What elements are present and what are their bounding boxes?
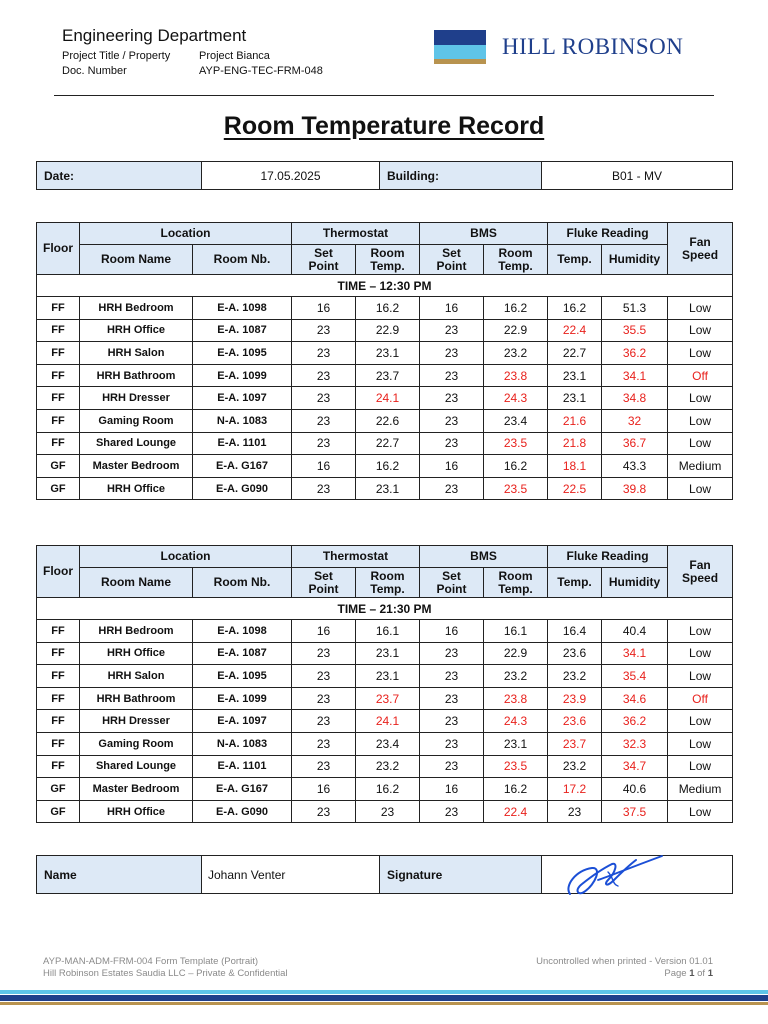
bms-set-point-header bbox=[420, 568, 484, 598]
room-name-header: Room Name bbox=[80, 245, 193, 275]
bms-room-temp-cell: 23.5 bbox=[484, 432, 548, 455]
room-nb-cell: E-A. 1087 bbox=[193, 642, 292, 665]
date-label: Date: bbox=[37, 162, 202, 190]
handwritten-signature bbox=[562, 850, 672, 904]
page-title: Room Temperature Record bbox=[223, 112, 545, 140]
floor-cell: FF bbox=[37, 687, 80, 710]
room-name-cell: HRH Bathroom bbox=[80, 364, 193, 387]
fan-speed-cell: Low bbox=[668, 477, 733, 500]
fluke-temp-cell: 23.1 bbox=[548, 364, 602, 387]
room-name-cell: Gaming Room bbox=[80, 409, 193, 432]
thermostat-room-temp-cell: 23.7 bbox=[356, 364, 420, 387]
bms-set-point-cell: 16 bbox=[420, 620, 484, 643]
thermostat-set-point-cell: 23 bbox=[292, 710, 356, 733]
room-temp-line2: Temp. bbox=[498, 581, 533, 596]
fluke-temp-cell: 23.2 bbox=[548, 755, 602, 778]
room-nb-cell: E-A. 1097 bbox=[193, 387, 292, 410]
bms-room-temp-cell: 23.8 bbox=[484, 364, 548, 387]
room-name-cell: HRH Salon bbox=[80, 665, 193, 688]
room-name-cell: Master Bedroom bbox=[80, 455, 193, 478]
thermostat-set-point-cell: 23 bbox=[292, 409, 356, 432]
table-row bbox=[37, 477, 733, 500]
thermostat-room-temp-cell: 23.4 bbox=[356, 732, 420, 755]
info-table bbox=[36, 161, 733, 190]
room-name-cell: HRH Bathroom bbox=[80, 687, 193, 710]
fan-speed-cell: Low bbox=[668, 342, 733, 365]
page-of: of bbox=[697, 968, 706, 979]
fan-speed-header-line2: Speed bbox=[682, 247, 719, 262]
project-row bbox=[62, 49, 323, 64]
room-nb-cell: E-A. 1097 bbox=[193, 710, 292, 733]
thermostat-set-point-cell: 23 bbox=[292, 364, 356, 387]
room-nb-cell: E-A. 1099 bbox=[193, 364, 292, 387]
thermostat-room-temp-cell: 16.2 bbox=[356, 778, 420, 801]
table-row bbox=[37, 800, 733, 823]
fluke-temp-cell: 22.5 bbox=[548, 477, 602, 500]
thermostat-set-point-cell: 16 bbox=[292, 455, 356, 478]
bms-set-point-cell: 23 bbox=[420, 432, 484, 455]
floor-cell: FF bbox=[37, 755, 80, 778]
room-name-cell: HRH Office bbox=[80, 319, 193, 342]
thermostat-set-point-header bbox=[292, 245, 356, 275]
fan-speed-cell: Low bbox=[668, 387, 733, 410]
fluke-temp-cell: 23.6 bbox=[548, 642, 602, 665]
thermostat-set-point-cell: 16 bbox=[292, 620, 356, 643]
fluke-humidity-cell: 34.8 bbox=[602, 387, 668, 410]
bms-set-point-cell: 23 bbox=[420, 665, 484, 688]
bms-room-temp-cell: 16.2 bbox=[484, 778, 548, 801]
thermostat-room-temp-cell: 23.1 bbox=[356, 642, 420, 665]
thermostat-room-temp-cell: 22.7 bbox=[356, 432, 420, 455]
floor-cell: FF bbox=[37, 710, 80, 733]
set-point-line1: Set bbox=[442, 245, 461, 260]
bms-room-temp-header bbox=[484, 245, 548, 275]
fluke-humidity-cell: 40.4 bbox=[602, 620, 668, 643]
floor-cell: FF bbox=[37, 387, 80, 410]
table-row bbox=[37, 755, 733, 778]
footer-band-sky bbox=[0, 990, 768, 994]
fan-speed-cell: Low bbox=[668, 665, 733, 688]
fan-speed-cell: Low bbox=[668, 710, 733, 733]
bms-room-temp-cell: 24.3 bbox=[484, 387, 548, 410]
table-row bbox=[37, 642, 733, 665]
bms-room-temp-cell: 23.2 bbox=[484, 342, 548, 365]
fluke-temp-cell: 21.8 bbox=[548, 432, 602, 455]
room-name-cell: HRH Office bbox=[80, 477, 193, 500]
bms-set-point-cell: 23 bbox=[420, 800, 484, 823]
room-name-cell: HRH Office bbox=[80, 642, 193, 665]
room-temp-line1: Room bbox=[370, 245, 405, 260]
page-total: 1 bbox=[707, 968, 713, 979]
room-name-cell: HRH Bedroom bbox=[80, 297, 193, 320]
thermostat-set-point-cell: 23 bbox=[292, 687, 356, 710]
fluke-temp-cell: 22.7 bbox=[548, 342, 602, 365]
fan-speed-header bbox=[668, 546, 733, 598]
fluke-header: Fluke Reading bbox=[548, 546, 668, 568]
room-nb-cell: E-A. G167 bbox=[193, 455, 292, 478]
fluke-temp-cell: 16.2 bbox=[548, 297, 602, 320]
room-nb-cell: E-A. G090 bbox=[193, 477, 292, 500]
record-body bbox=[37, 598, 733, 823]
thermostat-set-point-cell: 23 bbox=[292, 387, 356, 410]
room-nb-cell: E-A. 1087 bbox=[193, 319, 292, 342]
fan-speed-cell: Low bbox=[668, 319, 733, 342]
fluke-humidity-cell: 34.1 bbox=[602, 364, 668, 387]
thermostat-room-temp-cell: 16.1 bbox=[356, 620, 420, 643]
fluke-temp-cell: 21.6 bbox=[548, 409, 602, 432]
company-logo bbox=[434, 30, 724, 66]
record-table-evening bbox=[36, 545, 733, 823]
page-number: 1 bbox=[689, 968, 695, 979]
table-row bbox=[37, 620, 733, 643]
room-name-cell: HRH Office bbox=[80, 800, 193, 823]
room-name-cell: HRH Dresser bbox=[80, 710, 193, 733]
fluke-temp-cell: 17.2 bbox=[548, 778, 602, 801]
fan-speed-header bbox=[668, 223, 733, 275]
fluke-humidity-cell: 36.7 bbox=[602, 432, 668, 455]
thermostat-set-point-cell: 23 bbox=[292, 477, 356, 500]
room-nb-cell: E-A. G167 bbox=[193, 778, 292, 801]
room-nb-cell: E-A. 1099 bbox=[193, 687, 292, 710]
room-nb-cell: E-A. 1095 bbox=[193, 665, 292, 688]
bms-set-point-cell: 23 bbox=[420, 710, 484, 733]
fan-speed-cell: Low bbox=[668, 732, 733, 755]
footer-right bbox=[536, 956, 713, 980]
fluke-humidity-cell: 39.8 bbox=[602, 477, 668, 500]
thermostat-set-point-cell: 23 bbox=[292, 642, 356, 665]
thermostat-room-temp-cell: 24.1 bbox=[356, 387, 420, 410]
room-temp-line2: Temp. bbox=[370, 258, 405, 273]
fluke-humidity-cell: 34.7 bbox=[602, 755, 668, 778]
bms-header: BMS bbox=[420, 223, 548, 245]
record-body bbox=[37, 275, 733, 500]
footer-control-note: Uncontrolled when printed - Version 01.01 bbox=[536, 956, 713, 967]
footer-company: Hill Robinson Estates Saudia LLC – Private & Confidential bbox=[43, 968, 288, 979]
fluke-temp-cell: 23.7 bbox=[548, 732, 602, 755]
room-nb-cell: N-A. 1083 bbox=[193, 732, 292, 755]
fluke-temp-cell: 23 bbox=[548, 800, 602, 823]
fluke-humidity-cell: 43.3 bbox=[602, 455, 668, 478]
room-nb-header: Room Nb. bbox=[193, 245, 292, 275]
room-temp-line2: Temp. bbox=[370, 581, 405, 596]
bms-set-point-cell: 16 bbox=[420, 455, 484, 478]
department-name: Engineering Department bbox=[62, 26, 247, 45]
date-value[interactable]: 17.05.2025 bbox=[202, 162, 380, 190]
fluke-temp-cell: 22.4 bbox=[548, 319, 602, 342]
thermostat-room-temp-cell: 23 bbox=[356, 800, 420, 823]
page-indicator bbox=[536, 968, 713, 980]
thermostat-room-temp-cell: 24.1 bbox=[356, 710, 420, 733]
set-point-line2: Point bbox=[436, 581, 467, 596]
fan-speed-cell: Off bbox=[668, 364, 733, 387]
thermostat-room-temp-cell: 16.2 bbox=[356, 297, 420, 320]
room-name-cell: Shared Lounge bbox=[80, 432, 193, 455]
thermostat-set-point-cell: 23 bbox=[292, 432, 356, 455]
floor-cell: FF bbox=[37, 642, 80, 665]
room-nb-cell: E-A. 1101 bbox=[193, 755, 292, 778]
bms-room-temp-cell: 23.8 bbox=[484, 687, 548, 710]
bms-room-temp-cell: 22.9 bbox=[484, 319, 548, 342]
fan-speed-header-line1: Fan bbox=[689, 557, 711, 572]
thermostat-room-temp-cell: 22.9 bbox=[356, 319, 420, 342]
room-nb-cell: E-A. G090 bbox=[193, 800, 292, 823]
bms-room-temp-cell: 23.4 bbox=[484, 409, 548, 432]
thermostat-set-point-header bbox=[292, 568, 356, 598]
thermostat-room-temp-cell: 22.6 bbox=[356, 409, 420, 432]
bms-room-temp-cell: 22.4 bbox=[484, 800, 548, 823]
record-table-midday bbox=[36, 222, 733, 500]
bms-room-temp-cell: 23.2 bbox=[484, 665, 548, 688]
floor-cell: FF bbox=[37, 364, 80, 387]
bms-set-point-cell: 16 bbox=[420, 778, 484, 801]
fluke-temp-cell: 23.9 bbox=[548, 687, 602, 710]
set-point-line2: Point bbox=[436, 258, 467, 273]
bms-header: BMS bbox=[420, 546, 548, 568]
footer-band-gold bbox=[0, 1002, 768, 1005]
bms-set-point-cell: 23 bbox=[420, 342, 484, 365]
table-row bbox=[37, 665, 733, 688]
room-temp-line1: Room bbox=[370, 568, 405, 583]
set-point-line2: Point bbox=[308, 581, 339, 596]
bms-room-temp-cell: 16.1 bbox=[484, 620, 548, 643]
room-name-cell: HRH Bedroom bbox=[80, 620, 193, 643]
thermostat-room-temp-cell: 23.2 bbox=[356, 755, 420, 778]
signature-label: Signature bbox=[380, 856, 542, 894]
floor-cell: FF bbox=[37, 432, 80, 455]
thermostat-room-temp-header bbox=[356, 245, 420, 275]
bms-set-point-cell: 23 bbox=[420, 409, 484, 432]
fluke-humidity-cell: 35.4 bbox=[602, 665, 668, 688]
bms-room-temp-header bbox=[484, 568, 548, 598]
bms-set-point-cell: 23 bbox=[420, 477, 484, 500]
room-nb-cell: E-A. 1098 bbox=[193, 297, 292, 320]
thermostat-set-point-cell: 23 bbox=[292, 319, 356, 342]
floor-cell: GF bbox=[37, 477, 80, 500]
fluke-humidity-cell: 32 bbox=[602, 409, 668, 432]
table-row bbox=[37, 319, 733, 342]
floor-cell: GF bbox=[37, 455, 80, 478]
floor-header: Floor bbox=[37, 546, 80, 598]
fan-speed-cell: Low bbox=[668, 432, 733, 455]
fluke-humidity-cell: 37.5 bbox=[602, 800, 668, 823]
fluke-temp-header: Temp. bbox=[548, 245, 602, 275]
fluke-humidity-cell: 34.6 bbox=[602, 687, 668, 710]
fluke-humidity-header: Humidity bbox=[602, 245, 668, 275]
table-row bbox=[37, 687, 733, 710]
thermostat-set-point-cell: 23 bbox=[292, 732, 356, 755]
bms-room-temp-cell: 23.5 bbox=[484, 755, 548, 778]
footer-left bbox=[43, 956, 288, 980]
logo-mark-icon bbox=[434, 30, 486, 64]
bms-set-point-cell: 23 bbox=[420, 732, 484, 755]
building-label: Building: bbox=[380, 162, 542, 190]
fan-speed-cell: Low bbox=[668, 755, 733, 778]
fluke-humidity-cell: 32.3 bbox=[602, 732, 668, 755]
bms-set-point-cell: 23 bbox=[420, 364, 484, 387]
floor-cell: FF bbox=[37, 342, 80, 365]
thermostat-set-point-cell: 16 bbox=[292, 778, 356, 801]
thermostat-room-temp-cell: 16.2 bbox=[356, 455, 420, 478]
thermostat-room-temp-cell: 23.7 bbox=[356, 687, 420, 710]
fan-speed-header-line2: Speed bbox=[682, 570, 719, 585]
table-row bbox=[37, 409, 733, 432]
set-point-line1: Set bbox=[442, 568, 461, 583]
bms-room-temp-cell: 16.2 bbox=[484, 455, 548, 478]
thermostat-set-point-cell: 23 bbox=[292, 342, 356, 365]
thermostat-set-point-cell: 23 bbox=[292, 800, 356, 823]
fan-speed-header-line1: Fan bbox=[689, 234, 711, 249]
project-label: Project Title / Property bbox=[62, 50, 171, 62]
footer-template-id: AYP-MAN-ADM-FRM-004 Form Template (Portrait) bbox=[43, 956, 259, 967]
thermostat-set-point-cell: 23 bbox=[292, 665, 356, 688]
page-word: Page bbox=[664, 968, 687, 979]
room-name-cell: Shared Lounge bbox=[80, 755, 193, 778]
fluke-temp-cell: 18.1 bbox=[548, 455, 602, 478]
name-value[interactable]: Johann Venter bbox=[202, 856, 380, 894]
location-header: Location bbox=[80, 223, 292, 245]
fan-speed-cell: Medium bbox=[668, 455, 733, 478]
room-nb-cell: E-A. 1095 bbox=[193, 342, 292, 365]
thermostat-room-temp-cell: 23.1 bbox=[356, 665, 420, 688]
room-nb-cell: E-A. 1101 bbox=[193, 432, 292, 455]
footer-band-navy bbox=[0, 995, 768, 1001]
bms-set-point-cell: 23 bbox=[420, 755, 484, 778]
doc-number-label: Doc. Number bbox=[62, 65, 127, 77]
table-row bbox=[37, 455, 733, 478]
header-divider bbox=[54, 95, 714, 96]
floor-cell: FF bbox=[37, 732, 80, 755]
room-name-cell: HRH Dresser bbox=[80, 387, 193, 410]
room-temp-line1: Room bbox=[498, 245, 533, 260]
fan-speed-cell: Off bbox=[668, 687, 733, 710]
floor-header: Floor bbox=[37, 223, 80, 275]
fan-speed-cell: Low bbox=[668, 620, 733, 643]
room-temp-line2: Temp. bbox=[498, 258, 533, 273]
table-row bbox=[37, 710, 733, 733]
document-header bbox=[62, 26, 323, 79]
bms-set-point-header bbox=[420, 245, 484, 275]
building-value[interactable]: B01 - MV bbox=[542, 162, 733, 190]
fan-speed-cell: Low bbox=[668, 409, 733, 432]
time-row: TIME – 12:30 PM bbox=[37, 275, 733, 297]
bms-room-temp-cell: 16.2 bbox=[484, 297, 548, 320]
floor-cell: GF bbox=[37, 778, 80, 801]
fan-speed-cell: Low bbox=[668, 800, 733, 823]
doc-number-row bbox=[62, 64, 323, 79]
thermostat-room-temp-cell: 23.1 bbox=[356, 342, 420, 365]
signature-field[interactable] bbox=[542, 856, 733, 894]
floor-cell: GF bbox=[37, 800, 80, 823]
bms-room-temp-cell: 24.3 bbox=[484, 710, 548, 733]
fluke-humidity-cell: 34.1 bbox=[602, 642, 668, 665]
floor-cell: FF bbox=[37, 409, 80, 432]
thermostat-room-temp-cell: 23.1 bbox=[356, 477, 420, 500]
table-row bbox=[37, 387, 733, 410]
fluke-humidity-header: Humidity bbox=[602, 568, 668, 598]
bms-set-point-cell: 23 bbox=[420, 319, 484, 342]
bms-room-temp-cell: 22.9 bbox=[484, 642, 548, 665]
table-row bbox=[37, 732, 733, 755]
fan-speed-cell: Low bbox=[668, 642, 733, 665]
room-nb-cell: E-A. 1098 bbox=[193, 620, 292, 643]
doc-number-value: AYP-ENG-TEC-FRM-048 bbox=[199, 65, 323, 77]
table-row bbox=[37, 364, 733, 387]
thermostat-set-point-cell: 16 bbox=[292, 297, 356, 320]
time-row: TIME – 21:30 PM bbox=[37, 598, 733, 620]
name-label: Name bbox=[37, 856, 202, 894]
room-name-cell: Gaming Room bbox=[80, 732, 193, 755]
set-point-line2: Point bbox=[308, 258, 339, 273]
bms-set-point-cell: 16 bbox=[420, 297, 484, 320]
bms-set-point-cell: 23 bbox=[420, 687, 484, 710]
fluke-temp-cell: 23.1 bbox=[548, 387, 602, 410]
fluke-humidity-cell: 36.2 bbox=[602, 710, 668, 733]
floor-cell: FF bbox=[37, 620, 80, 643]
set-point-line1: Set bbox=[314, 245, 333, 260]
room-name-header: Room Name bbox=[80, 568, 193, 598]
fluke-temp-cell: 23.6 bbox=[548, 710, 602, 733]
project-value: Project Bianca bbox=[199, 50, 270, 62]
thermostat-room-temp-header bbox=[356, 568, 420, 598]
bms-set-point-cell: 23 bbox=[420, 387, 484, 410]
fluke-humidity-cell: 51.3 bbox=[602, 297, 668, 320]
table-row bbox=[37, 778, 733, 801]
fluke-humidity-cell: 36.2 bbox=[602, 342, 668, 365]
thermostat-set-point-cell: 23 bbox=[292, 755, 356, 778]
fluke-humidity-cell: 40.6 bbox=[602, 778, 668, 801]
fluke-header: Fluke Reading bbox=[548, 223, 668, 245]
room-nb-cell: N-A. 1083 bbox=[193, 409, 292, 432]
floor-cell: FF bbox=[37, 665, 80, 688]
set-point-line1: Set bbox=[314, 568, 333, 583]
bms-set-point-cell: 23 bbox=[420, 642, 484, 665]
fluke-temp-cell: 23.2 bbox=[548, 665, 602, 688]
fluke-humidity-cell: 35.5 bbox=[602, 319, 668, 342]
logo-wordmark: HILL ROBINSON bbox=[502, 34, 684, 59]
page-title-wrap bbox=[0, 112, 768, 141]
room-temp-line1: Room bbox=[498, 568, 533, 583]
room-name-cell: Master Bedroom bbox=[80, 778, 193, 801]
table-row bbox=[37, 342, 733, 365]
fan-speed-cell: Low bbox=[668, 297, 733, 320]
fluke-temp-cell: 16.4 bbox=[548, 620, 602, 643]
floor-cell: FF bbox=[37, 297, 80, 320]
fan-speed-cell: Medium bbox=[668, 778, 733, 801]
room-name-cell: HRH Salon bbox=[80, 342, 193, 365]
table-row bbox=[37, 297, 733, 320]
floor-cell: FF bbox=[37, 319, 80, 342]
fluke-temp-header: Temp. bbox=[548, 568, 602, 598]
table-row bbox=[37, 432, 733, 455]
bms-room-temp-cell: 23.1 bbox=[484, 732, 548, 755]
thermostat-header: Thermostat bbox=[292, 546, 420, 568]
bms-room-temp-cell: 23.5 bbox=[484, 477, 548, 500]
room-nb-header: Room Nb. bbox=[193, 568, 292, 598]
location-header: Location bbox=[80, 546, 292, 568]
signoff-table bbox=[36, 855, 733, 894]
thermostat-header: Thermostat bbox=[292, 223, 420, 245]
